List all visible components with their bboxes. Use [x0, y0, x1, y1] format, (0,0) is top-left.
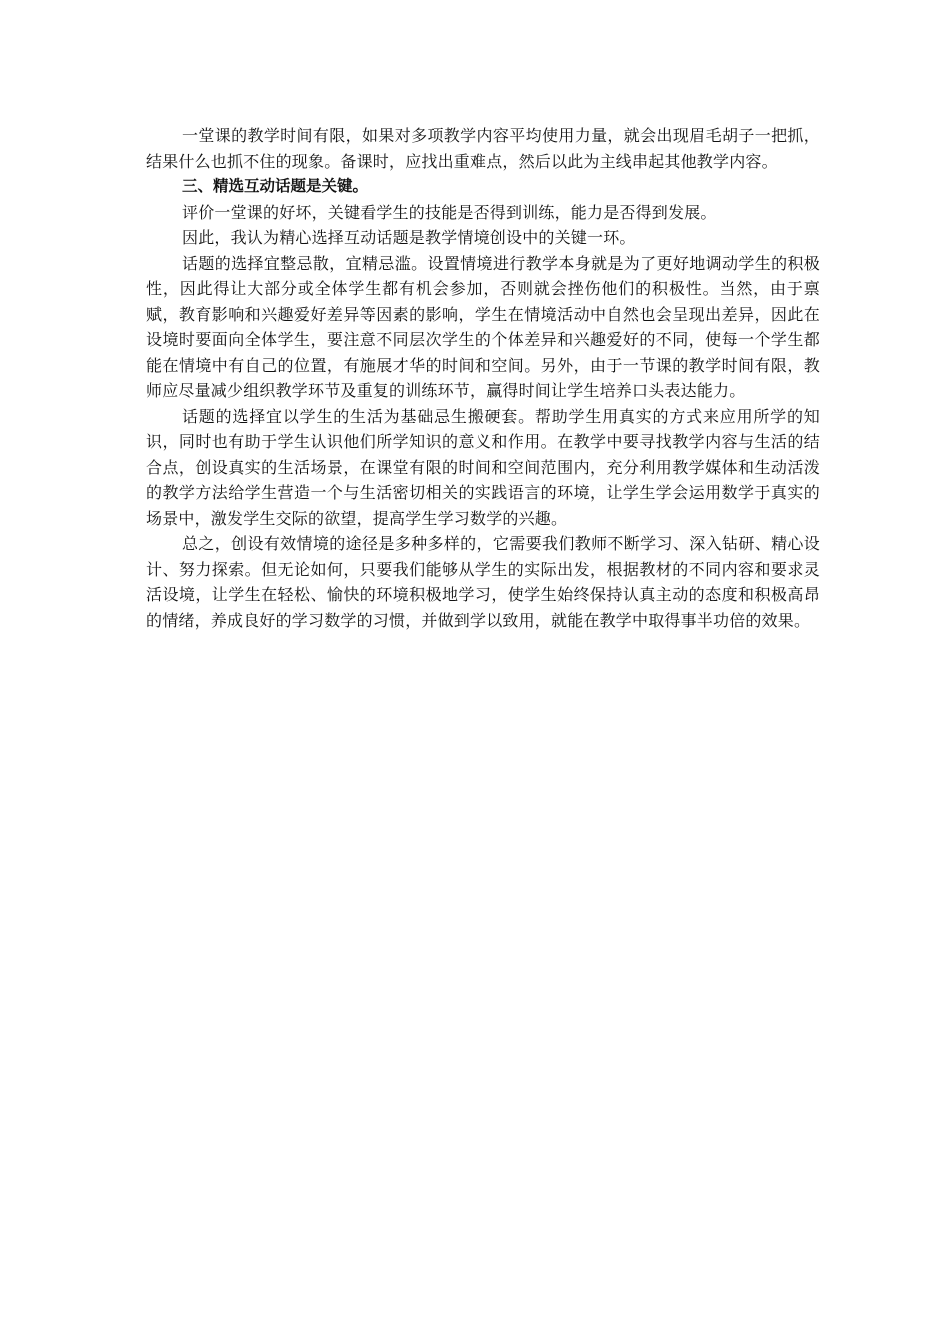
document-body: [146, 123, 820, 633]
paragraph-conclusion-topic: 因此，我认为精心选择互动话题是教学情境创设中的关键一环。: [182, 228, 636, 247]
paragraph-summary: 总之，创设有效情境的途径是多种多样的，它需要我们教师不断学习、深入钻研、精心设计、努力探索。但无论如何，只要我们能够从学生的实际出发，根据教材的不同内容和要求灵活设境，让学生在轻松、愉快的环境积极地学习，使学生始终保持认真主动的态度和积极高昂的情绪，养成良好的学习数学的习惯，并做到学以致用，就能在教学中取得事半功倍的效果。: [146, 534, 820, 630]
paragraph-key-points: 一堂课的教学时间有限，如果对多项教学内容平均使用力量，就会出现眉毛胡子一把抓，结果什么也抓不住的现象。备课时，应找出重难点，然后以此为主线串起其他教学内容。: [146, 126, 820, 171]
section-heading-3: 三、精选互动话题是关键。: [182, 177, 369, 195]
paragraph-evaluation: 评价一堂课的好坏，关键看学生的技能是否得到训练，能力是否得到发展。: [182, 202, 717, 222]
paragraph-topic-focus: 话题的选择宜整忌散，宜精忌滥。设置情境进行教学本身就是为了更好地调动学生的积极性，因此得让大部分或全体学生都有机会参加，否则就会挫伤他们的积极性。当然，由于禀赋，教育影响和兴趣爱好差异等因素的影响，学生在情境活动中自然也会呈现出差异，因此在设境时要面向全体学生，要注意不同层次学生的个体差异和兴趣爱好的不同，使每一个学生都能在情境中有自己的位置，有施展才华的时间和空间。另外，由于一节课的教学时间有限，教师应尽量减少组织教学环节及重复的训练环节，赢得时间让学生培养口头表达能力。: [146, 253, 820, 400]
paragraph-topic-life: 话题的选择宜以学生的生活为基础忌生搬硬套。帮助学生用真实的方式来应用所学的知识，同时也有助于学生认识他们所学知识的意义和作用。在教学中要寻找教学内容与生活的结合点，创设真实的生活场景，在课堂有限的时间和空间范围内，充分利用教学媒体和生动活泼的教学方法给学生营造一个与生活密切相关的实践语言的环境，让学生学会运用数学于真实的场景中，激发学生交际的欲望，提高学生学习数学的兴趣。: [146, 406, 820, 528]
